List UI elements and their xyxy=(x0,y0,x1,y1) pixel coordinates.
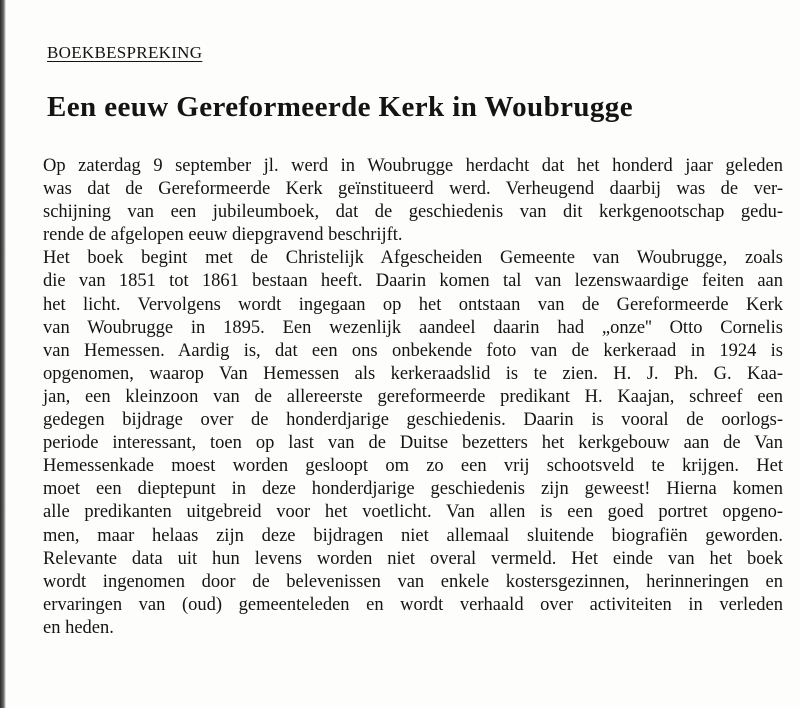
body-line: die van 1851 tot 1861 bestaan heeft. Daarin komen tal van lezenswaardige feiten aan xyxy=(43,271,783,292)
body-line: men, maar helaas zijn deze bijdragen niet allemaal sluitende biografiën geworden. xyxy=(43,525,783,546)
body-line: en heden. xyxy=(43,617,114,638)
article-title: Een eeuw Gereformeerde Kerk in Woubrugge xyxy=(47,91,633,123)
body-line: van Woubrugge in 1895. Een wezenlijk aandeel daarin had „onze'' Otto Cornelis xyxy=(43,317,783,338)
article-body xyxy=(43,155,783,640)
body-line: ervaringen van (oud) gemeenteleden en wordt verhaald over activiteiten in verleden xyxy=(43,594,783,615)
body-line: Het boek begint met de Christelijk Afgescheiden Gemeente van Woubrugge, zoals xyxy=(43,248,783,269)
body-line: schijning van een jubileumboek, dat de geschiedenis van dit kerkgenootschap gedu- xyxy=(43,202,783,223)
body-line: Hemessenkade moest worden gesloopt om zo een vrij schootsveld te krijgen. Het xyxy=(43,456,783,477)
body-line: moet een dieptepunt in deze honderdjarige geschiedenis zijn geweest! Hierna komen xyxy=(43,479,783,500)
body-line: was dat de Gereformeerde Kerk geïnstitueerd werd. Verheugend daarbij was de ver- xyxy=(43,179,783,200)
body-line: gedegen bijdrage over de honderdjarige geschiedenis. Daarin is vooral de oorlogs- xyxy=(43,410,783,431)
body-line: het licht. Vervolgens wordt ingegaan op het ontstaan van de Gereformeerde Kerk xyxy=(43,294,783,315)
scan-border xyxy=(0,0,6,708)
body-line: Relevante data uit hun levens worden niet overal vermeld. Het einde van het boek xyxy=(43,548,783,569)
body-line: jan, een kleinzoon van de allereerste gereformeerde predikant H. Kaajan, schreef een xyxy=(43,386,783,407)
body-line: Op zaterdag 9 september jl. werd in Woubrugge herdacht dat het honderd jaar geleden xyxy=(43,156,783,176)
body-line: wordt ingenomen door de belevenissen van enkele kostersgezinnen, herinneringen en xyxy=(43,571,783,592)
body-line: rende de afgelopen eeuw diepgravend beschrijft. xyxy=(43,225,403,246)
body-line: van Hemessen. Aardig is, dat een ons onbekende foto van de kerkeraad in 1924 is xyxy=(43,340,783,361)
section-label: BOEKBESPREKING xyxy=(47,43,203,62)
body-line: periode interessant, toen op last van de Duitse bezetters het kerkgebouw aan de Van xyxy=(43,433,783,454)
body-line: alle predikanten uitgebreid voor het voetlicht. Van allen is een goed portret opgeno- xyxy=(43,502,783,523)
body-line: opgenomen, waarop Van Hemessen als kerkeraadslid is te zien. H. J. Ph. G. Kaa- xyxy=(43,363,783,384)
